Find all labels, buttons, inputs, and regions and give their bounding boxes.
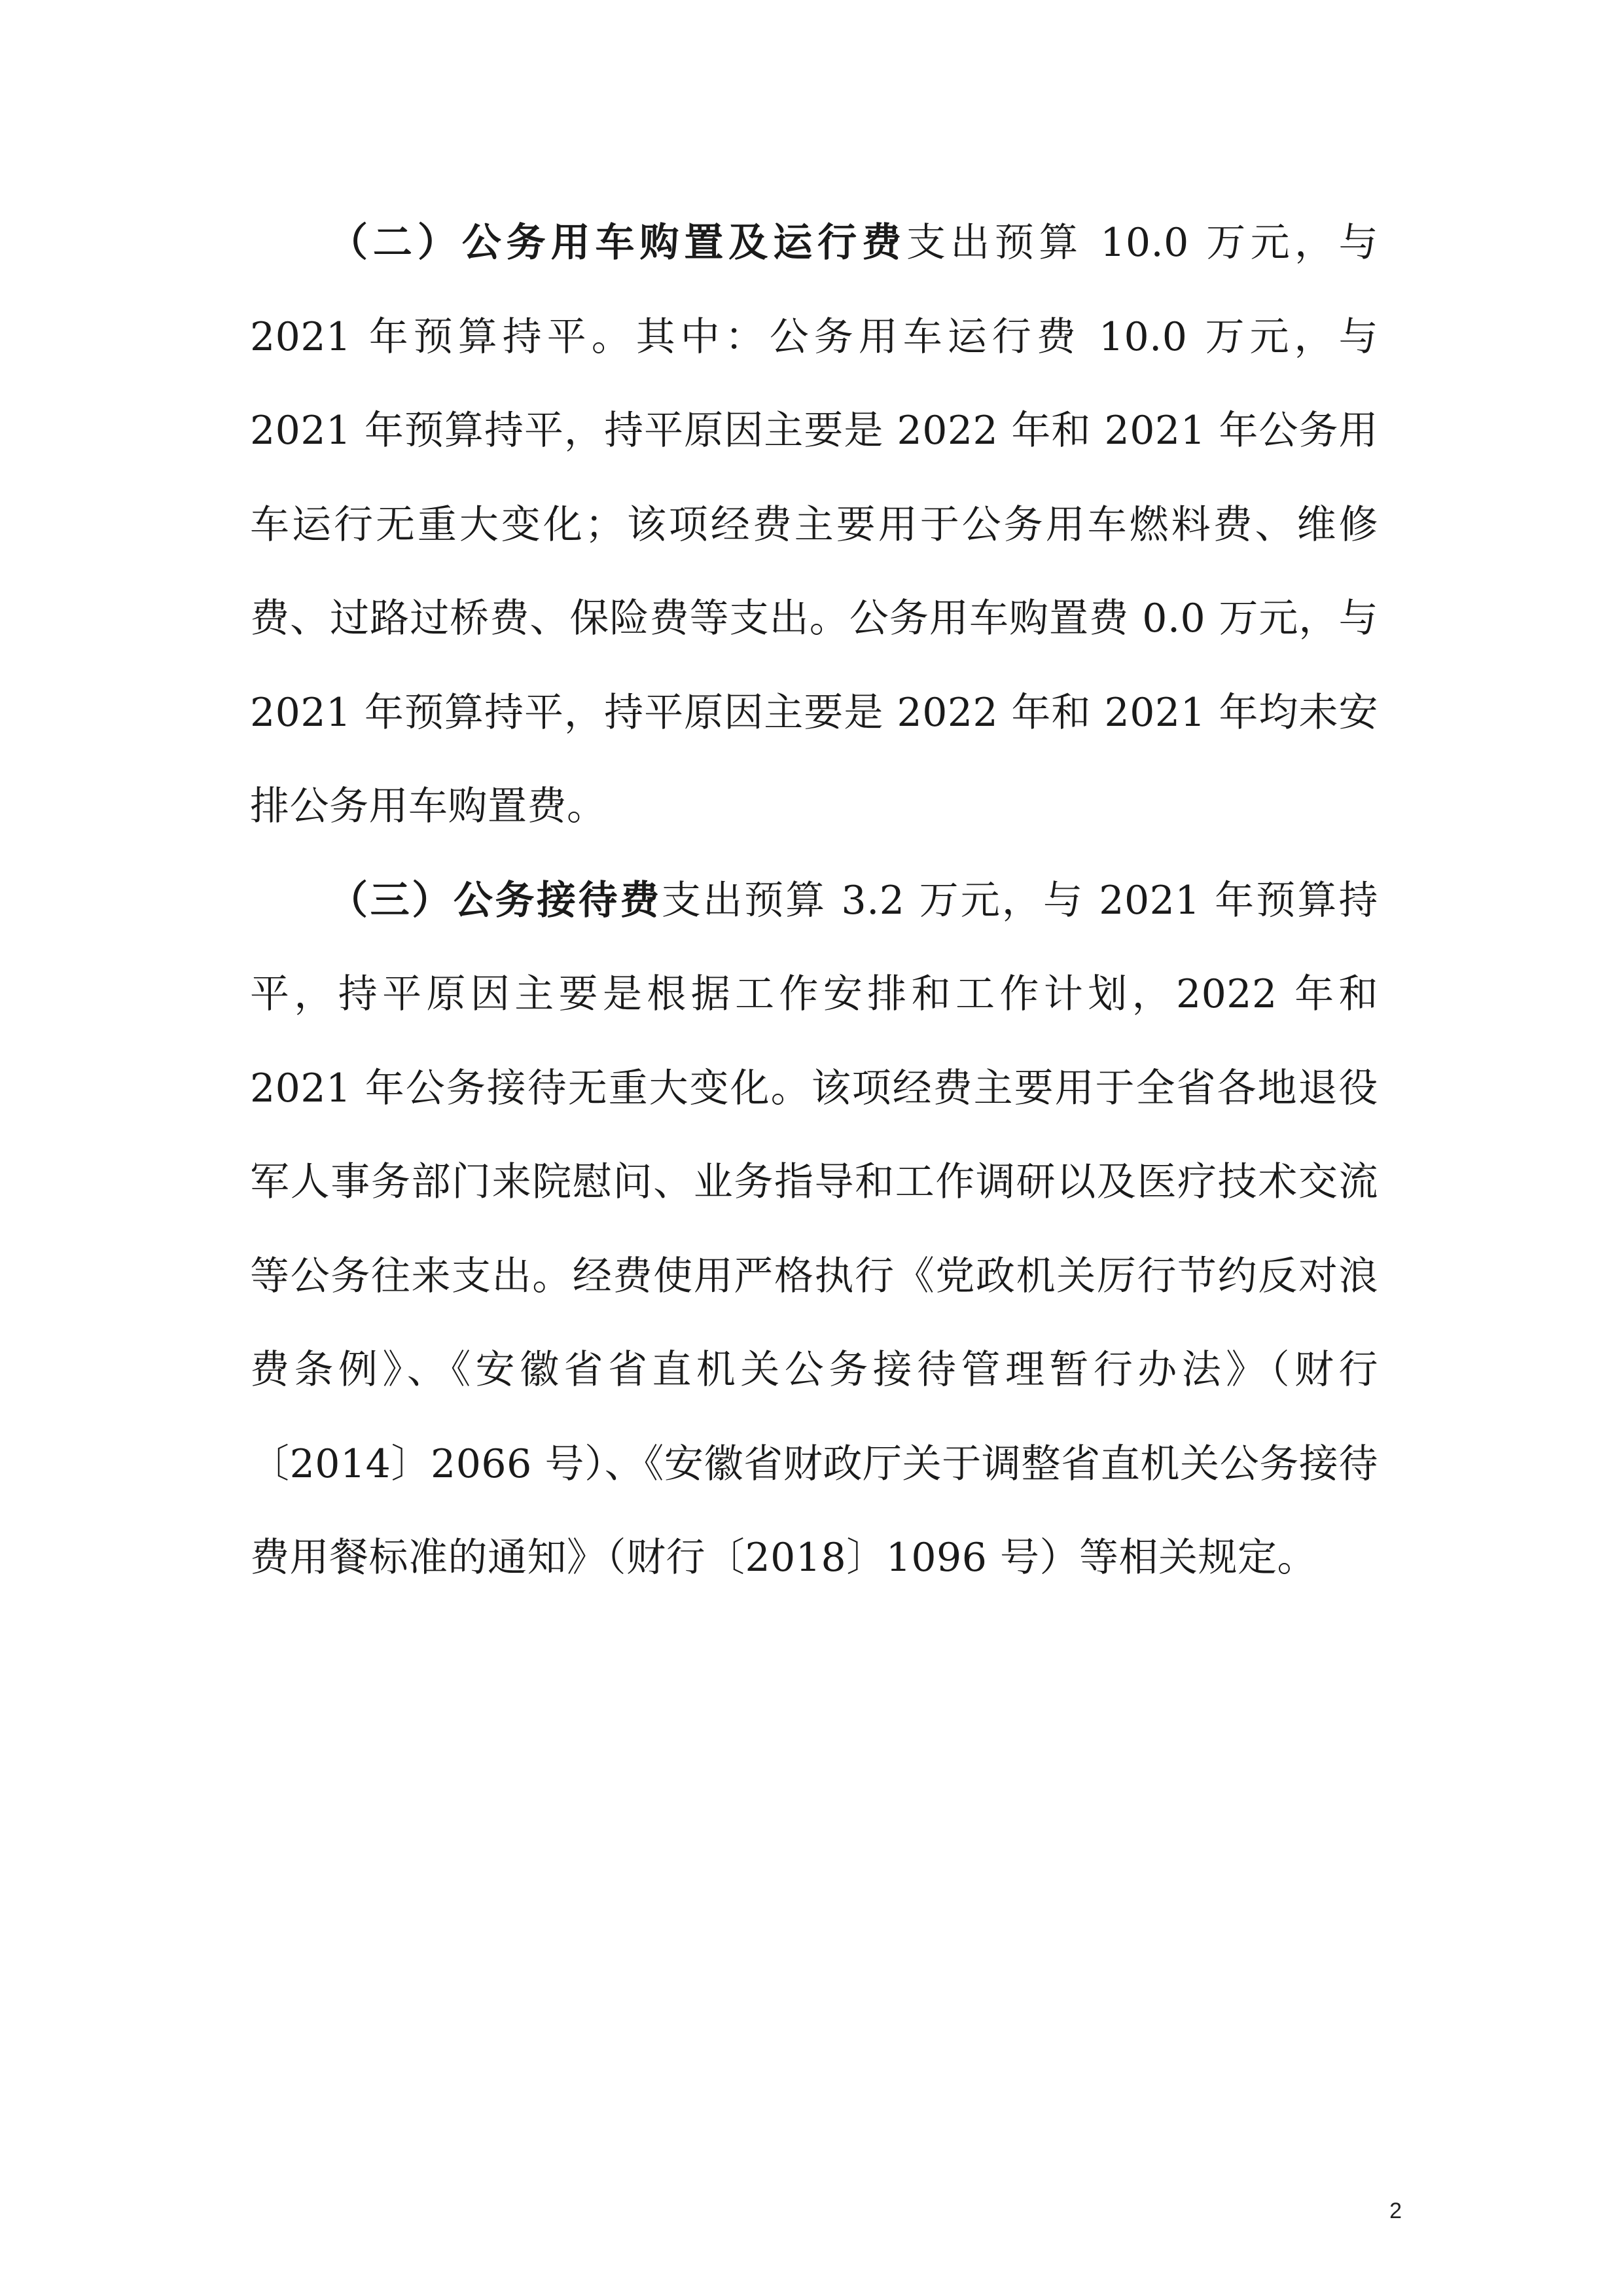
paragraph-heading: （二）公务用车购置及运行费 [329, 220, 906, 266]
paragraph-heading: （三）公务接待费 [329, 877, 662, 924]
paragraph-text: 支出预算 10.0 万元，与 2021 年预算持平。其中：公务用车运行费 10.0 万元，与 2021 年预算持平，持平原因主要是 2022 年和 2021 年公务用车运行无重大变化；该项经费主要用于公务用车燃料费、维修费、过路过桥费、保险费等支出。公务用车购置费 0.0 万元，与 2021 年预算持平，持平原因主要是 2022 年和 2021 年均未安排公务用车购置费。 [250, 220, 1378, 829]
page-number: 2 [1389, 2198, 1402, 2223]
paragraph-vehicle-expenses [250, 196, 1378, 854]
paragraph-text: 支出预算 3.2 万元，与 2021 年预算持平，持平原因主要是根据工作安排和工作计划，2022 年和 2021 年公务接待无重大变化。该项经费主要用于全省各地退役军人事务部门来院慰问、业务指导和工作调研以及医疗技术交流等公务往来支出。经费使用严格执行《党政机关厉行节约反对浪费条例》、《安徽省省直机关公务接待管理暂行办法》（财行〔2014〕2066 号）、《安徽省财政厅关于调整省直机关公务接待费用餐标准的通知》（财行〔2018〕1096 号）等相关规定。 [250, 877, 1379, 1581]
document-body [250, 196, 1378, 1605]
paragraph-reception-expenses [250, 854, 1378, 1605]
